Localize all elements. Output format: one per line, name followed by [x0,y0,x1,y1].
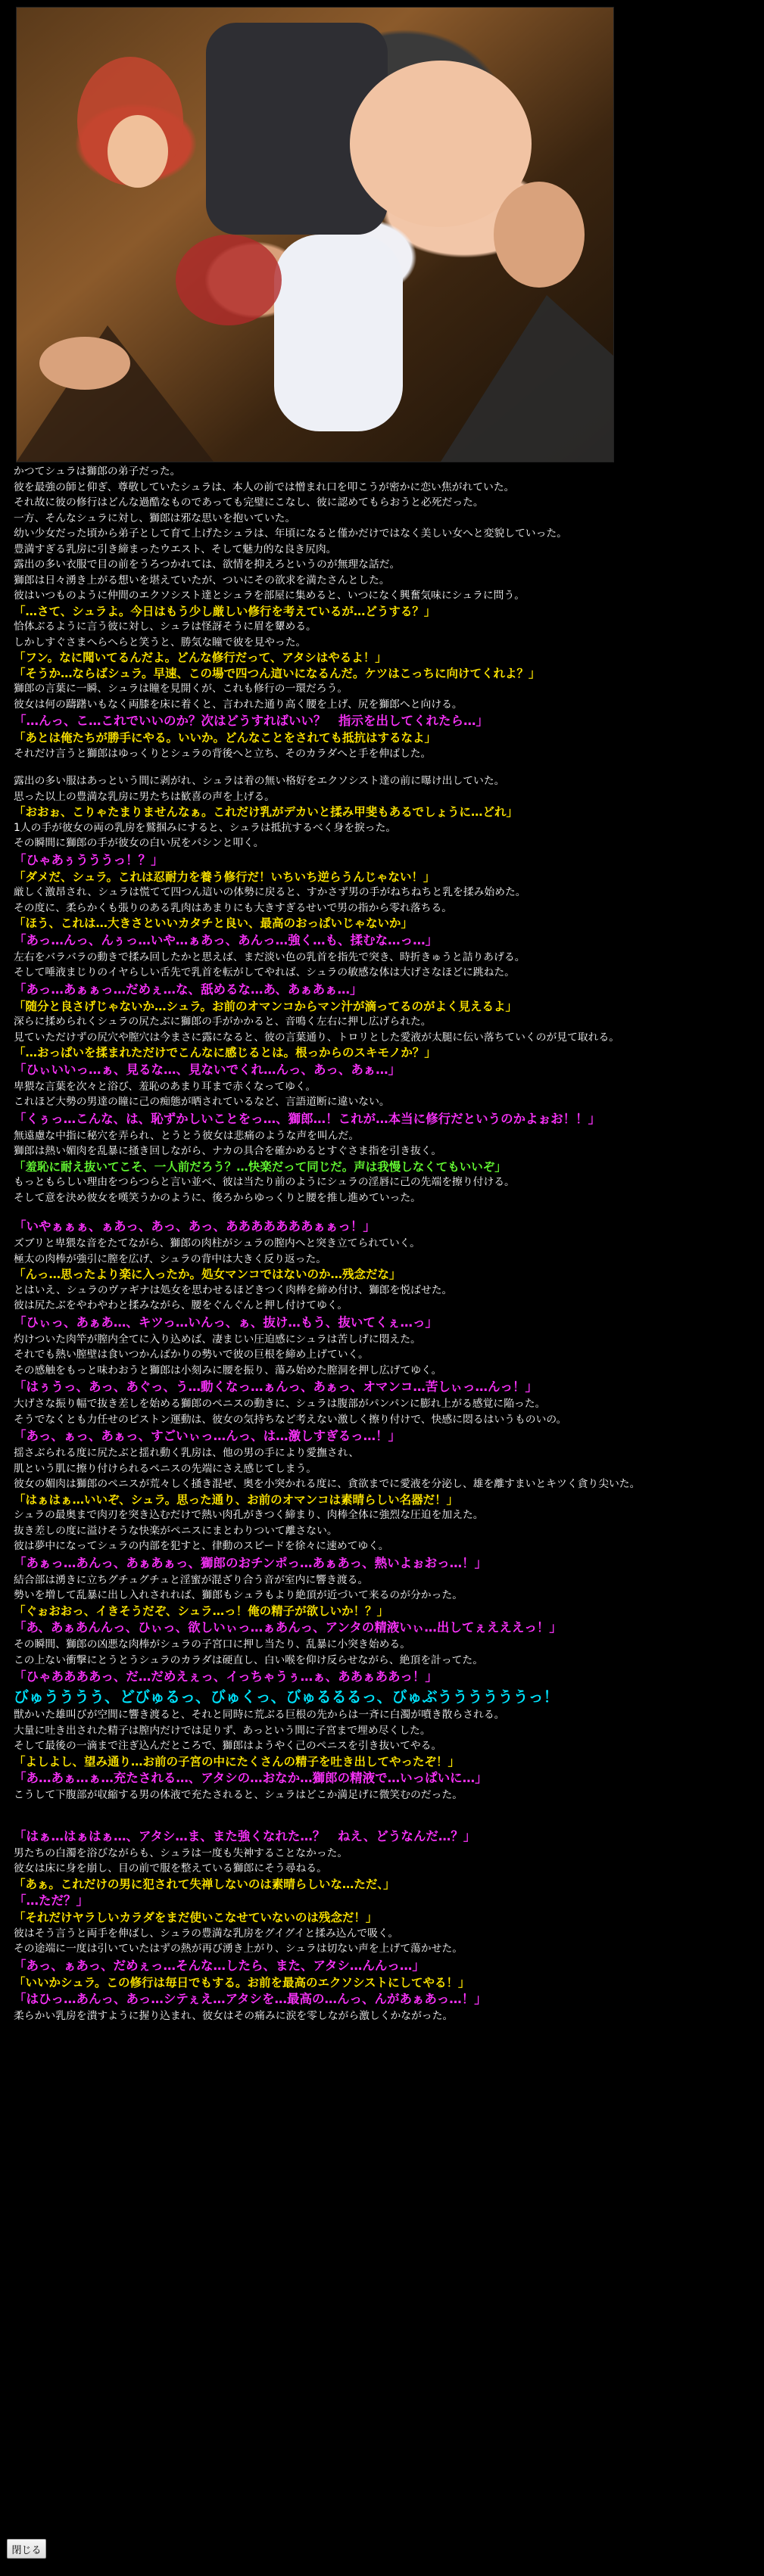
story-line: 獅郎は日々湧き上がる想いを堪えていたが、ついにその欲求を満たさんとした。 [14,574,390,586]
story-line: 「あ…あぁ…ぁ…充たされる…、アタシの…おなか…獅郎の精液で…いっぱいに…」 [14,1771,488,1785]
story-line: 「よしよし、望み通り…お前の子宮の中にたくさんの精子を吐き出してやったぞ！」 [14,1754,460,1769]
story-line: 結合部は湧きに立ちグチュグチュと淫蜜が混ざり合う音が室内に響き渡る。 [14,1573,369,1586]
story-line: かつてシュラは獅郎の弟子だった。 [14,465,181,478]
story-line: 「いいかシュラ。この修行は毎日でもする。お前を最高のエクソシストにしてやる！」 [14,1975,470,1990]
story-line: 大量に吐き出された精子は膣内だけでは足りず、あっという間に子宮まで埋め尽くした。 [14,1724,431,1737]
story-line: 思った以上の豊満な乳房に男たちは歓喜の声を上げる。 [14,790,275,803]
story-line: とはいえ、シュラのヴァギナは処女を思わせるほどきつく肉棒を締め付け、獅郎を悦ばせた。 [14,1283,453,1296]
story-line: しかしすぐさまへらへらと笑うと、勝気な瞳で彼を見やった。 [14,636,307,649]
story-line: それ故に彼の修行はどんな過酷なものであっても完璧にこなし、彼に認めてもらおうと必死だった。 [14,496,484,509]
story-line: 「ひぃっ、あぁあ…、キツっ…いんっ、ぁ、抜け…もう、抜いてくぇ…っ」 [14,1314,438,1330]
paragraph-gap [14,1803,756,1815]
story-line: 幼い少女だった頃から弟子として育て上げたシュラは、年頃になると僅かだけではなく美しい女へと変貌していった。 [14,527,567,540]
story-line: その瞬間に獅郎の手が彼女の白い尻をパシンと叩く。 [14,837,264,849]
story-line: 無遠慮な中指に秘穴を弄られ、とうとう彼女は悲痛のような声を叫んだ。 [14,1129,360,1142]
story-line: 極太の肉棒が強引に膣を広げ、シュラの背中は大きく反り返った。 [14,1252,327,1265]
story-line: 彼は尻たぶをやわやわと揉みながら、腰をぐんぐんと押し付けてゆく。 [14,1299,348,1311]
story-line: 「随分と良さげじゃないか…シュラ。お前のオマンコからマン汁が滴ってるのがよく見えるよ」 [14,999,517,1013]
story-line: 深らに揉められくシュラの尻たぶに獅郎の手がかかると、音鳴く左右に押し広げられた。 [14,1016,432,1028]
story-line: 1人の手が彼女の両の乳房を鷲掴みにすると、シュラは抵抗するべく身を捩った。 [14,821,397,834]
story-line: 一方、そんなシュラに対し、獅郎は邪な思いを抱いていた。 [14,512,296,524]
story-line: そして唾液まじりのイヤらしい舌先で乳首を転がしてやれば、シュラの敏感な体は大げさなほどに跳ねた。 [14,966,515,978]
story-line: 豊満すぎる乳房に引き締まったウエスト、そして魅力的な良き尻肉。 [14,543,337,555]
story-line: 柔らかい乳房を潰すように握り込まれ、彼女はその痛みに涙を零しながら激しくかながった。 [14,2010,454,2022]
story-line: 卑猥な言葉を次々と浴び、羞恥のあまり耳まで赤くなってゆく。 [14,1080,317,1093]
story-line: そうでなくとも力任せのピストン運動は、彼女の気持ちなど考えない激しく擦り付けで、快感に悶るはいうものいの。 [14,1413,567,1426]
story-line: 「…おっぱいを揉まれただけでこんなに感じるとは。根っからのスキモノか？」 [14,1046,436,1059]
story-line: 大げさな振り幅で抜き差しを始める獅郎のペニスの動きに、シュラは腹部がパンパンに膨れ上がる感覚に陥った。 [14,1398,546,1410]
story-line: 「あぁっ…あんっ、あぁあぁっ、獅郎のおチンポっ…あぁあっ、熱いよぉおっ…！」 [14,1555,488,1570]
story-line: 「ダメだ、シュラ。これは忍耐力を養う修行だ！いちいち逆らうんじゃない！」 [14,870,435,884]
story-line: もっともらしい理由をつらつらと言い並べ、彼は当たり前のようにシュラの淫唇に己の先端を擦り付ける。 [14,1176,515,1188]
story-line: 「はひっ…あんっ、あっ…シテぇえ…アタシを…最高の…んっ、んがあぁあっ…！」 [14,1992,487,2006]
story-line: 彼はそう言うと両手を伸ばし、シュラの豊満な乳房をグイグイと揉み込んで吸く。 [14,1927,399,1940]
story-line: 獅郎は熱い媚肉を乱暴に掻き回しながら、ナカの具合を確かめるとすぐさま指を引き抜く。 [14,1145,442,1157]
story-line: その途端に一度は引いていたはずの熱が再び湧き上がり、シュラは切ない声を上げて蕩かせた。 [14,1943,463,1955]
story-line: そして最後の一滴まで注ぎ込んだところで、獅郎はようやく己のペニスを引き抜いてやる。 [14,1740,442,1752]
story-line: 見ていただけずの尻穴や膣穴は今まさに露になると、彼の言葉通り、トロリとした愛液が太腿に伝い落ちていくのが見て取れる。 [14,1031,620,1044]
story-line: びゅうううう、どびゅるっ、びゅくっ、びゅるるるっ、びゅぶううううううっ！ [14,1688,559,1706]
story-line: 露出の多い服はあっという間に剥がれ、シュラは着の無い格好をエクソシスト達の前に曝け出していた。 [14,775,505,787]
paragraph-gap [14,761,756,773]
story-line: 「そうか…ならばシュラ。早速、この場で四つん這いになるんだ。ケツはこっちに向けてくれよ？」 [14,666,541,680]
illustration [16,7,614,462]
story-line: 「ひゃあぅうううっ！？」 [14,852,164,867]
story-line: 肌という肌に擦り付けられるペニスの先端にさえ感じてしまう。 [14,1462,317,1475]
story-line: 「フン。なに聞いてるんだよ。どんな修行だって、アタシはやるよ！」 [14,651,387,664]
story-line: 「あとは俺たちが勝手にやる。いいか。どんなことをされても抵抗はするなよ」 [14,731,437,745]
story-line: 「あっ…あぁぁっ…だめぇ…な、舐めるな…あ、あぁあぁ…」 [14,982,363,997]
story-line: 「ほう、これは…大きさといいカタチと良い、最高のおっぱいじゃないか」 [14,916,413,930]
paragraph-gap [14,1206,756,1218]
story-line: 男たちの白濁を浴びながらも、シュラは一度も失神することなかった。 [14,1846,348,1859]
story-line: 「あっ…んっ、んぅっ…いや…ぁあっ、あんっ…強く…も、揉むな…っ…」 [14,932,438,947]
story-line: それでも熱い膣壁は食いつかんばかりの勢いで彼の巨根を締め上げていく。 [14,1349,369,1361]
close-button[interactable]: 閉じる [7,2539,46,2559]
story-line: その瞬間、獅郎の凶悪な肉棒がシュラの子宮口に押し当たり、乱暴に小突き始める。 [14,1638,411,1650]
story-line: 「…ただ？」 [14,1893,89,1908]
story-line: そして意を決め彼女を嘆笑うかのように、後ろからゆっくりと腰を推し進めていった。 [14,1191,421,1204]
story-line: 「はぁはぁ…いいぞ、シュラ。思った通り、お前のオマンコは素晴らしい名器だ！」 [14,1492,459,1507]
story-line: 「んっ…思ったより楽に入ったか。処女マンコではないのか…残念だな」 [14,1268,401,1281]
story-line: それだけ言うと獅郎はゆっくりとシュラの背後へと立ち、そのカラダへと手を伸ばした。 [14,747,432,760]
story-line: 露出の多い衣服で目の前をうろつかれては、欲情を抑えろというのが無理な話だ。 [14,558,401,571]
story-line: 獣かいた雄叫びが空間に響き渡ると、それと同時に荒ぶる巨根の先からは一斉に白濁が噴き散らされる。 [14,1709,505,1721]
story-line: 獅郎の言葉に一瞬、シュラは瞳を見開くが、これも修行の一環だろう。 [14,683,348,695]
story-line: これほど大勢の男達の瞳に己の痴態が晒されているなど、言語道断に違いない。 [14,1096,390,1108]
story-line: 彼女は何の躊躇いもなく両膝を床に着くと、言われた通り高く腰を上げ、尻を獅郎へと向ける。 [14,698,463,711]
story-line: 灼けついた肉竿が膣内全てに入り込めば、凄まじい圧迫感にシュラは苦しげに悶えた。 [14,1333,421,1346]
story-line: 勢いを増して乱暴に出し入れされれば、獅郎もシュラもより絶頂が近づいて来るのが分かった。 [14,1589,463,1601]
story-line: 彼はいつものように仲間のエクソシスト達とシュラを部屋に集めると、いつになく興奮気味にシュラに問う。 [14,590,525,602]
story-line: 左右をバラバラの動きで揉み回したかと思えば、まだ淡い色の乳首を指先で突き、時折きゅうと詰りあげる。 [14,950,525,963]
story-line: 「…んっ、こ…これでいいのか？次はどうすればいい？ 指示を出してくれたら…」 [14,714,488,728]
story-line: 「…さて、シュラよ。今日はもう少し厳しい修行を考えているが…どうする？」 [14,604,436,618]
illustration-art [17,8,613,462]
story-line: 彼は夢中になってシュラの内部を犯すと、律動のスピードを徐々に速めてゆく。 [14,1540,389,1552]
story-line: こうして下腹部が収縮する男の体液で充たされると、シュラはどこか満足げに微笑むのだった。 [14,1789,463,1801]
story-line: ズブリと卑猥な音をたてながら、獅郎の肉柱がシュラの膣内へと突き立てられていく。 [14,1237,420,1249]
story-line: その度に、柔らかくも張りのある乳肉はあまりにも大きすぎるせいで男の指から零れ落ちる。 [14,901,453,914]
story-line: シュラの最奥まで肉刃を突き込むだけで熱い肉孔がきつく締まり、肉棒全体に強烈な圧迫を加えた。 [14,1509,484,1521]
story-line: 恰体ぶるように言う彼に対し、シュラは怪訝そうに眉を顰める。 [14,621,317,633]
story-line: 彼女の媚肉は獅郎のペニスが荒々しく掻き混ぜ、奥を小突かれる度に、貪欲までに愛液を分泌し、雄を離すまいとキツく貪り尖いた。 [14,1478,641,1490]
story-line: この上ない衝撃にとうとうシュラのカラダは硬直し、白い喉を仰け反らせながら、絶頂を計ってた。 [14,1654,484,1666]
story-line: その感触をもっと味わおうと獅郎は小刻みに腰を振り、蕩み始めた膣洞を押し広げてゆく。 [14,1364,442,1377]
story-line: 抜き差しの度に溢けそうな快楽がペニスにまとわりついて離さない。 [14,1524,338,1537]
story-text [14,464,756,2024]
story-line: 厳しく激昂され、シュラは慌てて四つん這いの体勢に戻ると、すかさず男の手がねちねちと乳を揉み始めた。 [14,886,526,898]
story-line: 「あっ、ぁあっ、だめぇっ…そんな…したら、また、アタシ…んんっ…」 [14,1958,425,1973]
story-line: 揺さぶられる度に尻たぶと揺れ動く乳房は、他の男の手により愛撫され、 [14,1447,360,1459]
story-line: 「いやぁぁぁ、ぁあっ、あっ、あっ、あああああああぁぁっ！」 [14,1219,376,1234]
story-line: 「あ、あぁあんんっ、ひぃっ、欲しいぃっ…ぁあんっ、アンタの精液いぃ…出してぇえええっ！」 [14,1620,562,1635]
story-line: 「ひゃああああっ、だ…だめえぇっ、イっちゃうぅ…ぁ、ああぁああっ！」 [14,1669,438,1684]
story-line: 彼を最強の師と仰ぎ、尊敬していたシュラは、本人の前では憎まれ口を叩こうが密かに恋い焦がれていた。 [14,481,515,493]
story-line: 「それだけヤラしいカラダをまだ使いこなせていないのは残念だ！」 [14,1911,378,1924]
story-line: 「ひぃいいっ…ぁ、見るな…、見ないでくれ…んっ、あっ、あぁ…」 [14,1062,401,1077]
story-line: 彼女は床に身を崩し、目の前で服を整えている獅郎にそう尋ねる。 [14,1862,327,1874]
story-line: 「あぁ。これだけの男に犯されて失禅しないのは素晴らしいな…ただ、」 [14,1877,395,1891]
story-line: 「おおぉ、こりゃたまりませんなぁ。これだけ乳がデカいと揉み甲斐もあるでしょうに…どれ」 [14,805,519,819]
story-line: 「羞恥に耐え抜いてこそ、一人前だろう？…快楽だって同じだ。声は我慢しなくてもいいぞ」 [14,1159,507,1174]
paragraph-gap [14,1815,756,1828]
story-line: 「はぁ…はぁはぁ…、アタシ…ま、また強くなれた…？ ねえ、どうなんだ…？」 [14,1828,476,1843]
story-line: 「はぅうっ、あっ、あぐっ、う…動くなっ…ぁんっ、あぁっ、オマンコ…苦しぃっ…んっ！」 [14,1380,538,1394]
story-line: 「あっ、ぁっ、あぁっ、すごいぃっ…んっ、は…激しすぎるっ…！」 [14,1429,401,1443]
story-line: 「くぅっ…こんな、は、恥ずかしいことをっ…、獅郎…！これが…本当に修行だというのかよぉお！！」 [14,1111,601,1126]
story-line: 「ぐぉおおっ、イきそうだぞ、シュラ…っ！俺の精子が欲しいか！？」 [14,1604,389,1618]
